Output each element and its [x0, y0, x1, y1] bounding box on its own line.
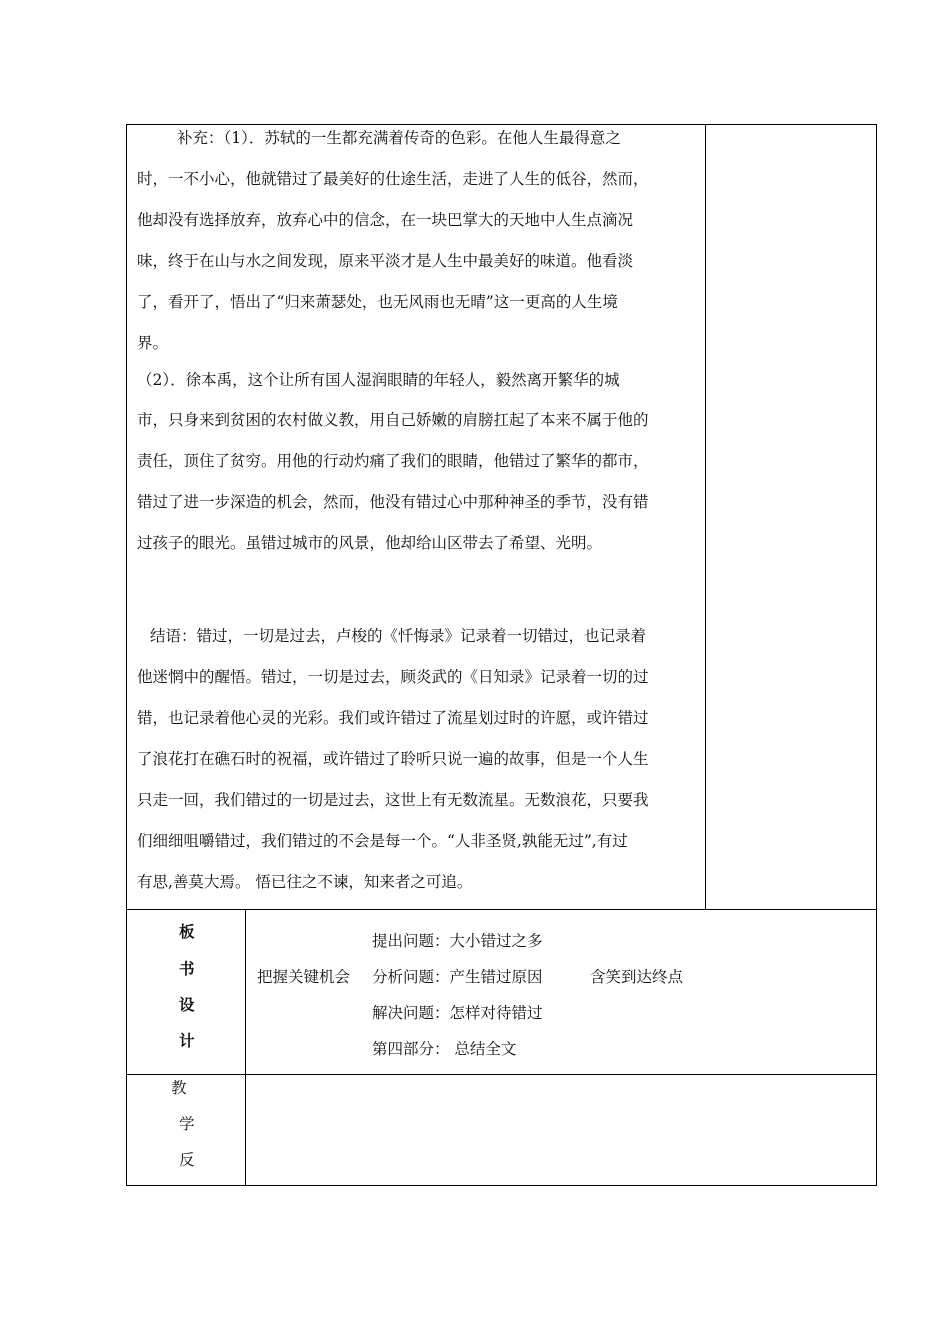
conclusion-line: 了浪花打在礁石时的祝福，或许错过了聆听只说一遍的故事，但是一个人生 — [137, 750, 649, 768]
board-label-char: 设 — [179, 996, 195, 1014]
conclusion-line: 们细细咀嚼错过，我们错过的不会是每一个。“人非圣贤,孰能无过”,有过 — [137, 832, 628, 850]
table-right-border — [876, 124, 877, 1186]
reflection-row-top-border — [126, 1074, 877, 1075]
supplement-line: 界。 — [137, 334, 169, 352]
board-side-note: 含笑到达终点 — [590, 968, 684, 986]
board-label-char: 书 — [179, 960, 195, 978]
supplement-line: 时，一不小心，他就错过了最美好的仕途生活，走进了人生的低谷，然而， — [137, 170, 649, 188]
reflection-label-char: 学 — [179, 1115, 195, 1133]
board-item: 解决问题：怎样对待错过 — [372, 1004, 543, 1022]
supplement-line: 错过了进一步深造的机会，然而，他没有错过心中那种神圣的季节，没有错 — [137, 493, 649, 511]
supplement-line: （2）．徐本禹，这个让所有国人湿润眼睛的年轻人，毅然离开繁华的城 — [137, 371, 620, 389]
supplement-line: 味，终于在山与水之间发现，原来平淡才是人生中最美好的味道。他看淡 — [137, 252, 634, 270]
board-label-char: 计 — [179, 1032, 195, 1050]
conclusion-line: 他迷惘中的醒悟。错过，一切是过去，顾炎武的《日知录》记录着一切的过 — [137, 668, 649, 686]
conclusion-line: 结语：错过，一切是过去，卢梭的《忏悔录》记录着一切错过，也记录着 — [150, 627, 647, 645]
reflection-label-char: 反 — [179, 1151, 195, 1169]
conclusion-line: 只走一回，我们错过的一切是过去，这世上有无数流星。无数浪花，只要我 — [137, 791, 649, 809]
board-item: 第四部分： 总结全文 — [372, 1040, 517, 1058]
board-main-heading: 把握关键机会 — [257, 968, 351, 986]
supplement-line: 市，只身来到贫困的农村做义教，用自己娇嫩的肩膀扛起了本来不属于他的 — [137, 411, 649, 429]
table-top-border — [126, 124, 877, 125]
board-item: 分析问题：产生错过原因 — [372, 968, 543, 986]
board-item: 提出问题：大小错过之多 — [372, 932, 543, 950]
supplement-line: 补充：（1）．苏轼的一生都充满着传奇的色彩。在他人生最得意之 — [177, 129, 621, 147]
supplement-line: 他却没有选择放弃，放弃心中的信念，在一块巴掌大的天地中人生点滴况 — [137, 211, 634, 229]
reflection-label-char: 教 — [171, 1079, 187, 1097]
board-row-top-border — [126, 909, 877, 910]
label-column-divider — [245, 909, 246, 1186]
conclusion-line: 错，也记录着他心灵的光彩。我们或许错过了流星划过时的许愿，或许错过 — [137, 709, 649, 727]
table-left-border — [126, 124, 127, 1186]
supplement-line: 了，看开了，悟出了“归来萧瑟处，也无风雨也无晴”这一更高的人生境 — [137, 293, 618, 311]
supplement-line: 过孩子的眼光。虽错过城市的风景，他却给山区带去了希望、光明。 — [137, 534, 603, 552]
conclusion-line: 有思,善莫大焉。 悟已往之不谏，知来者之可追。 — [137, 873, 473, 891]
table-bottom-border — [126, 1185, 877, 1186]
board-label-char: 板 — [179, 923, 195, 941]
content-side-divider — [705, 124, 706, 910]
supplement-line: 责任，顶住了贫穷。用他的行动灼痛了我们的眼睛，他错过了繁华的都市， — [137, 452, 649, 470]
